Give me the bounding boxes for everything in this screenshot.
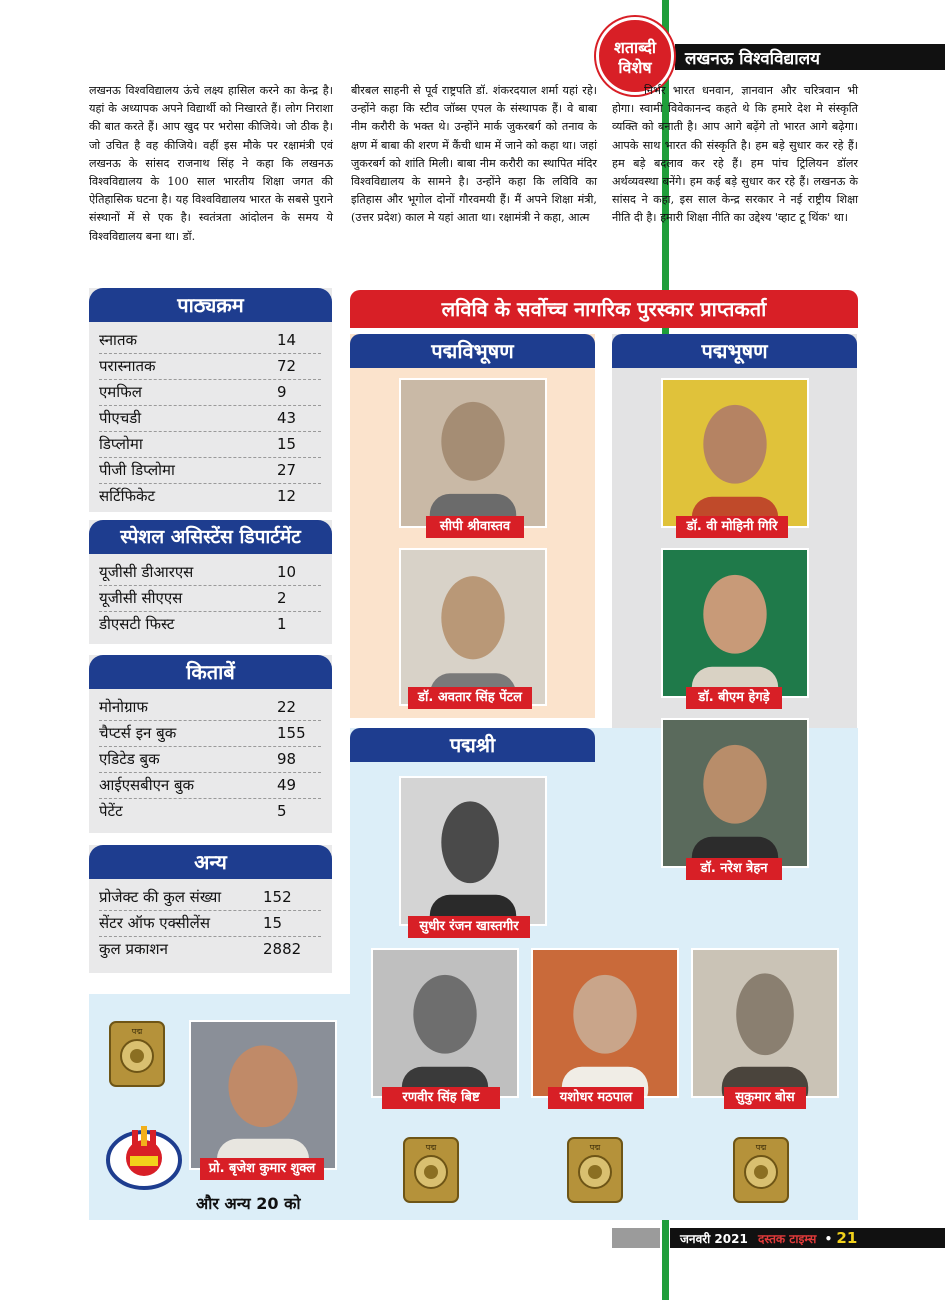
footer-month: जनवरी 2021 <box>680 1232 748 1246</box>
table-row <box>99 885 321 911</box>
portrait-photo <box>189 1020 337 1170</box>
table-row <box>99 747 321 773</box>
special-assistance-title: स्पेशल असिस्टेंस डिपार्टमेंट <box>89 520 332 554</box>
medal-label: पद्म <box>131 1027 143 1036</box>
table-row <box>99 911 321 937</box>
person-caption: डॉ. अवतार सिंह पेंटल <box>408 687 532 709</box>
others-note: और अन्य 20 को <box>196 1194 301 1213</box>
person-icon <box>191 1022 335 1168</box>
table-row <box>99 380 321 406</box>
stat-label: पेटेंट <box>99 802 123 820</box>
stat-label: डिप्लोमा <box>99 435 143 453</box>
stat-label: एडिटेड बुक <box>99 750 160 768</box>
table-row <box>99 328 321 354</box>
stat-value: 10 <box>277 563 297 581</box>
table-row <box>99 586 321 612</box>
padma-vibhushan-title: पद्मविभूषण <box>350 334 595 368</box>
person-icon <box>373 950 517 1096</box>
padma-medal-icon <box>730 1136 792 1204</box>
stat-value: 15 <box>277 435 297 453</box>
stat-label: स्नातक <box>99 331 138 349</box>
stat-value: 15 <box>263 914 283 932</box>
stat-label: आईएसबीएन बुक <box>99 776 195 794</box>
section-header <box>675 44 945 70</box>
stat-value: 1 <box>277 615 287 633</box>
page-number: 21 <box>836 1229 858 1247</box>
table-row <box>99 612 321 638</box>
stat-value: 12 <box>277 487 297 505</box>
portrait-photo <box>399 378 547 528</box>
stat-value: 43 <box>277 409 297 427</box>
person-caption: सीपी श्रीवास्तव <box>426 516 524 538</box>
person-caption: डॉ. वी मोहिनी गिरि <box>676 516 788 538</box>
person-icon <box>533 950 677 1096</box>
medal-label: पद्म <box>755 1143 767 1152</box>
person-icon <box>401 550 545 704</box>
books-box <box>89 655 332 833</box>
stat-label: पीएचडी <box>99 409 142 427</box>
portrait-photo <box>371 948 519 1098</box>
awards-banner: लविवि के सर्वोच्च नागरिक पुरस्कार प्राप्तकर्ता <box>350 290 858 328</box>
article-column-3-text: निर्भर भारत धनवान, ज्ञानवान और चरित्रवान भी होगा। स्वामी विवेकानन्द कहते थे कि हमारे देश मे संस्कृति व्यक्ति को बनाती है। आप आगे बढ़ेंगे तो भारत आगे बढ़ेगा। आपके साथ भारत की संस्कृति है। हम बड़े सुधार कर रहे हैं। हम बड़े बदलाव कर रहे हैं। हम पांच ट्रिलियन डॉलर अर्थव्यवस्था बनेंगे। हम कई बड़े सुधार कर रहे हैं। लखनऊ के सांसद ने कहा, इस साल केन्द्र सरकार ने नई राष्ट्रीय शिक्षा नीति दी है। हमारी शिक्षा नीति का उद्देश्य 'व्हाट टू थिंक' था। <box>612 84 858 225</box>
person-icon <box>401 380 545 526</box>
medal-label: पद्म <box>589 1143 601 1152</box>
person-caption: सुधीर रंजन खास्तगीर <box>408 916 530 938</box>
person-icon <box>401 778 545 924</box>
person-caption: डॉ. बीएम हेगड़े <box>686 687 782 709</box>
footer-separator: • <box>824 1232 833 1246</box>
person-icon <box>663 720 807 866</box>
stat-label: मोनोग्राफ <box>99 698 148 716</box>
stat-value: 98 <box>277 750 297 768</box>
stat-value: 72 <box>277 357 297 375</box>
person-caption: यशोधर मठपाल <box>548 1087 644 1109</box>
table-row <box>99 695 321 721</box>
table-row <box>99 354 321 380</box>
medal-label: पद्म <box>425 1143 437 1152</box>
stat-value: 155 <box>277 724 306 742</box>
person-caption: डॉ. नरेश त्रेहन <box>686 858 782 880</box>
table-row <box>99 560 321 586</box>
footer-bar <box>670 1228 945 1248</box>
footer-grey-block <box>612 1228 660 1248</box>
portrait-photo <box>399 776 547 926</box>
table-row <box>99 937 321 963</box>
stat-label: यूजीसी सीएएस <box>99 589 183 607</box>
article-column-2: बीरबल साहनी से पूर्व राष्ट्रपति डॉ. शंकरदयाल शर्मा यहां रहे। उन्होंने कहा कि स्टीव जॉब्स एपल के संस्थापक हैं। वे बाबा नीम करौरी के भक्त थे। उन्होंने मार्क जुकरबर्ग को तनाव के क्षण में बाबा की शरण में कैंची धाम में जाने को कहा था। जहां जुकरबर्ग को शांति मिली। बाबा नीम करौरी का स्थापित मंदिर विश्वविद्यालय के सामने है। उन्होंने कहा कि लविवि का इतिहास और भूगोल दोनों गौरवमयी हैं। मैं अपने शिक्षा मंत्री, (उत्तर प्रदेश) काल मे यहां आता था। रक्षामंत्री ने कहा, आत्म <box>351 84 597 225</box>
portrait-photo <box>531 948 679 1098</box>
table-row <box>99 799 321 825</box>
padma-medal-icon <box>106 1020 168 1088</box>
badge-line1: शताब्दी <box>613 38 657 57</box>
section-title: लखनऊ विश्वविद्यालय <box>685 49 821 69</box>
stat-value: 5 <box>277 802 287 820</box>
stat-value: 49 <box>277 776 297 794</box>
special-assistance-box <box>89 520 332 644</box>
stat-label: एमफिल <box>99 383 142 401</box>
article-column-1: लखनऊ विश्वविद्यालय ऊंचे लक्ष्य हासिल करने का केन्द्र है। यहां के अध्यापक अपने विद्यार्थी को निखारते हैं। लोग निराशा की बात करते हैं। आप खुद पर भरोसा कीजिये। जो ठीक है। जो उचित है वह कीजिये। वहीं इस मौके पर रक्षामंत्री एवं लखनऊ के सांसद राजनाथ सिंह ने कहा कि लखनऊ विश्वविद्यालय के 100 साल भारतीय शिक्षा जगत की ऐतिहासिक घटना है। यह विश्वविद्यालय भारत के सबसे पुराने संस्थानों में से एक है। स्वतंत्रता आंदोलन के समय ये विश्वविद्यालय बना था। डॉ. <box>89 84 333 243</box>
stat-value: 14 <box>277 331 297 349</box>
table-row <box>99 484 321 510</box>
books-title: किताबें <box>89 655 332 689</box>
stat-value: 2 <box>277 589 287 607</box>
stat-value: 2882 <box>263 940 302 958</box>
table-row <box>99 773 321 799</box>
stat-label: चैप्टर्स इन बुक <box>99 724 177 742</box>
portrait-photo <box>661 548 809 698</box>
padma-medal-icon <box>400 1136 462 1204</box>
table-row <box>99 721 321 747</box>
person-caption: सुकुमार बोस <box>724 1087 806 1109</box>
stat-value: 27 <box>277 461 297 479</box>
person-caption: प्रो. बृजेश कुमार शुक्ल <box>200 1158 324 1180</box>
stat-label: पीजी डिप्लोमा <box>99 461 175 479</box>
person-caption: रणवीर सिंह बिष्ट <box>382 1087 500 1109</box>
other-box <box>89 845 332 973</box>
table-row <box>99 458 321 484</box>
stat-value: 152 <box>263 888 292 906</box>
stat-label: यूजीसी डीआरएस <box>99 563 194 581</box>
stat-value: 22 <box>277 698 297 716</box>
person-icon <box>663 550 807 696</box>
portrait-photo <box>661 378 809 528</box>
other-title: अन्य <box>89 845 332 879</box>
portrait-photo <box>661 718 809 868</box>
person-icon <box>663 380 807 526</box>
table-row <box>99 406 321 432</box>
footer-magazine: दस्तक टाइम्स <box>758 1232 817 1246</box>
stat-label: परास्नातक <box>99 357 156 375</box>
person-icon <box>693 950 837 1096</box>
stat-label: सर्टिफिकेट <box>99 487 156 505</box>
stat-label: प्रोजेक्ट की कुल संख्या <box>99 888 222 906</box>
courses-box <box>89 288 332 512</box>
stat-value: 9 <box>277 383 287 401</box>
university-logo-icon <box>104 1120 184 1192</box>
portrait-photo <box>399 548 547 706</box>
table-row <box>99 432 321 458</box>
padma-shri-title: पद्मश्री <box>350 728 595 762</box>
portrait-photo <box>691 948 839 1098</box>
padma-medal-icon <box>564 1136 626 1204</box>
padma-bhushan-title: पद्मभूषण <box>612 334 857 368</box>
courses-title: पाठ्यक्रम <box>89 288 332 322</box>
stat-label: सेंटर ऑफ एक्सीलेंस <box>99 914 210 932</box>
article-column-3 <box>612 82 858 228</box>
stat-label: डीएसटी फिस्ट <box>99 615 175 633</box>
stat-label: कुल प्रकाशन <box>99 940 168 958</box>
badge-line2: विशेष <box>618 58 652 77</box>
